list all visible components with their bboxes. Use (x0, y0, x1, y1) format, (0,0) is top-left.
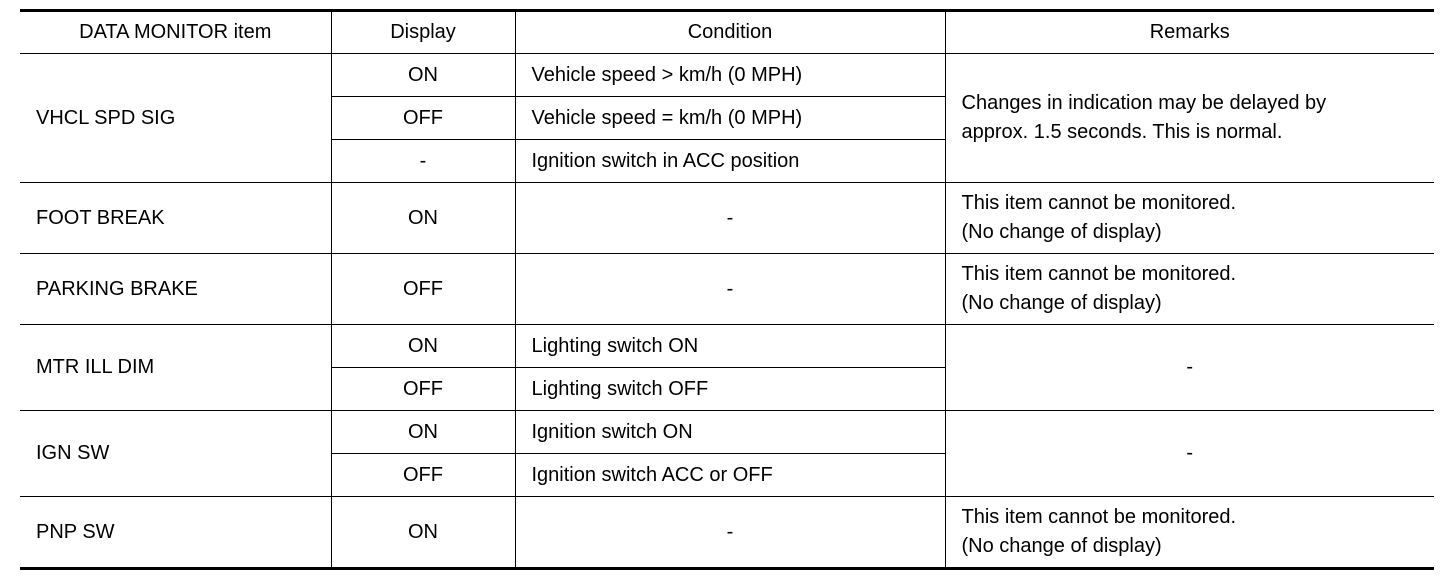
condition-text: - (515, 497, 945, 569)
remarks-cell (945, 497, 1434, 569)
table-row (20, 54, 1434, 97)
remarks-cell (945, 183, 1434, 254)
monitor-item-mtr-ill-dim: MTR ILL DIM (20, 325, 331, 411)
table-row (20, 254, 1434, 325)
table-row (20, 325, 1434, 368)
condition-text: Ignition switch ACC or OFF (515, 454, 945, 497)
monitor-item-pnp-sw: PNP SW (20, 497, 331, 569)
header-data-monitor-item: DATA MONITOR item (20, 11, 331, 54)
remarks-cell (945, 254, 1434, 325)
display-value: ON (331, 411, 515, 454)
condition-text: - (515, 183, 945, 254)
header-display: Display (331, 11, 515, 54)
data-monitor-table-wrapper (20, 9, 1434, 570)
remarks-line: (No change of display) (961, 221, 1162, 243)
remarks-cell (945, 54, 1434, 183)
display-value: ON (331, 183, 515, 254)
remarks-line: approx. 1.5 seconds. This is normal. (961, 121, 1283, 143)
condition-text: Ignition switch ON (515, 411, 945, 454)
table-row (20, 183, 1434, 254)
monitor-item-ign-sw: IGN SW (20, 411, 331, 497)
monitor-item-parking-brake: PARKING BRAKE (20, 254, 331, 325)
header-condition: Condition (515, 11, 945, 54)
remarks-line: Changes in indication may be delayed by (961, 92, 1327, 114)
display-value: OFF (331, 454, 515, 497)
condition-text: Vehicle speed > km/h (0 MPH) (515, 54, 945, 97)
header-remarks: Remarks (945, 11, 1434, 54)
remarks-cell: - (945, 411, 1434, 497)
condition-text: Ignition switch in ACC position (515, 140, 945, 183)
remarks-line: This item cannot be monitored. (961, 263, 1237, 285)
condition-text: Lighting switch ON (515, 325, 945, 368)
data-monitor-table (20, 9, 1434, 570)
condition-text: - (515, 254, 945, 325)
condition-text: Vehicle speed = km/h (0 MPH) (515, 97, 945, 140)
remarks-line: This item cannot be monitored. (961, 192, 1237, 214)
condition-text: Lighting switch OFF (515, 368, 945, 411)
display-value: ON (331, 325, 515, 368)
monitor-item-vhcl-spd-sig: VHCL SPD SIG (20, 54, 331, 183)
display-value: OFF (331, 254, 515, 325)
display-value: - (331, 140, 515, 183)
display-value: ON (331, 54, 515, 97)
display-value: ON (331, 497, 515, 569)
remarks-line: (No change of display) (961, 535, 1162, 557)
table-row (20, 497, 1434, 569)
remarks-cell: - (945, 325, 1434, 411)
table-row (20, 411, 1434, 454)
remarks-line: (No change of display) (961, 292, 1162, 314)
table-header-row (20, 11, 1434, 54)
display-value: OFF (331, 368, 515, 411)
display-value: OFF (331, 97, 515, 140)
monitor-item-foot-break: FOOT BREAK (20, 183, 331, 254)
remarks-line: This item cannot be monitored. (961, 506, 1237, 528)
